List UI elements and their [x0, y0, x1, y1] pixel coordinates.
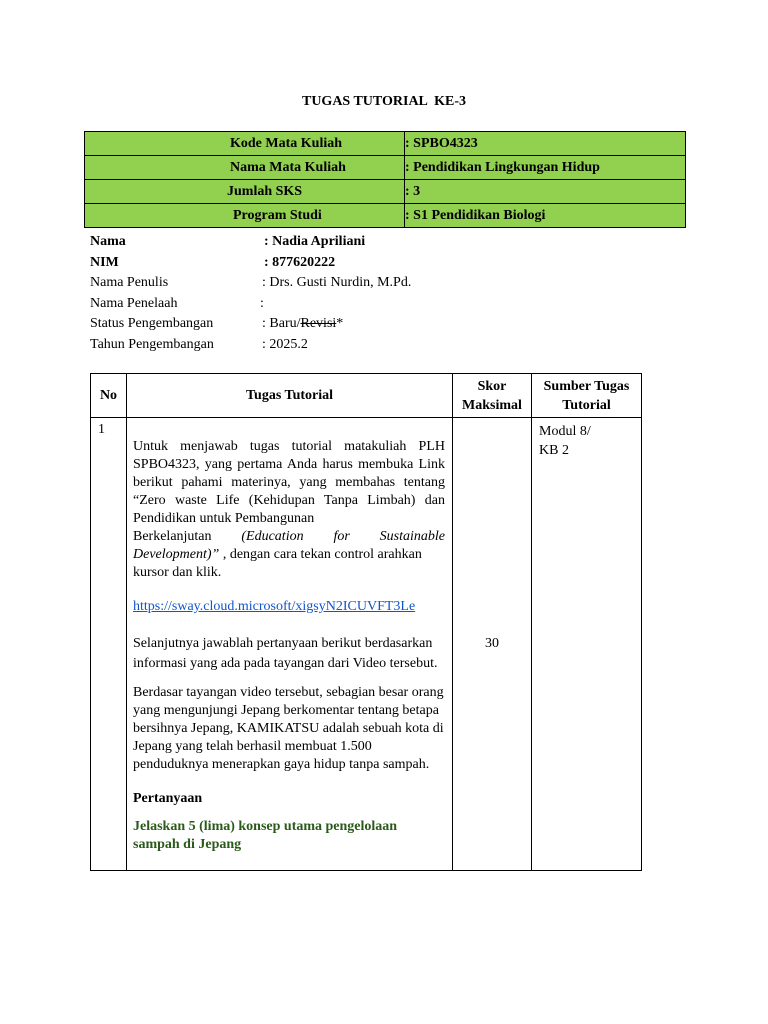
course-sks-value: : 3 — [405, 180, 686, 204]
task-context: Berdasar tayangan video tersebut, sebagian besar orang yang mengunjungi Jepang berkomentar tentang betapa bersihnya Jepang, KAMIKATSU adalah sebuah kota di Jepang yang telah berhasil membuat 1.500 penduduknya menerapkan gaya hidup tanpa sampah. — [133, 685, 444, 772]
task-intro-end — [133, 546, 445, 582]
table-row — [91, 418, 642, 871]
task-instruction: Selanjutnya jawablah pertanyaan berikut berdasarkan informasi yang ada pada tayangan dari Video tersebut. — [133, 636, 438, 671]
row-number: 1 — [91, 418, 127, 871]
penulis-value: : Drs. Gusti Nurdin, M.Pd. — [262, 275, 412, 290]
course-row-program — [85, 204, 686, 228]
header-no: No — [91, 374, 127, 418]
status-suffix: * — [336, 316, 344, 331]
course-row-code — [85, 132, 686, 156]
task-intro-line — [133, 528, 445, 546]
course-name-label: Nama Mata Kuliah — [85, 156, 405, 180]
status-value — [262, 314, 343, 335]
course-code-label: Kode Mata Kuliah — [85, 132, 405, 156]
penulis-label: Nama Penulis — [90, 275, 169, 290]
document-title: TUGAS TUTORIAL KE-3 — [301, 94, 467, 109]
status-prefix: : Baru/ — [262, 316, 301, 331]
course-row-sks — [85, 180, 686, 204]
course-name-value: : Pendidikan Lingkungan Hidup — [405, 156, 686, 180]
header-task: Tugas Tutorial — [127, 374, 453, 418]
nama-value: : Nadia Apriliani — [264, 234, 366, 249]
tahun-value: : 2025.2 — [262, 336, 308, 352]
header-score: Skor Maksimal — [453, 374, 532, 418]
task-intro-rest: , dengan cara tekan control arahkan kursor dan klik. — [133, 547, 422, 580]
task-intro-word: Berkelanjutan — [133, 529, 212, 544]
task-intro: Untuk menjawab tugas tutorial matakuliah PLH SPBO4323, yang pertama Anda harus membuka Link berikut pahami materinya, yang membahas tentang “Zero waste Life (Kehidupan Tanpa Limbah) dan Pendidikan untuk Pembangunan — [133, 439, 445, 526]
course-info-table — [84, 131, 686, 228]
course-program-label: Program Studi — [85, 204, 405, 228]
score-cell: 30 — [453, 418, 532, 871]
header-source: Sumber Tugas Tutorial — [532, 374, 642, 418]
tutorial-header-row — [91, 374, 642, 418]
task-intro-italic-4: Development)” — [133, 547, 220, 562]
nim-value: : 877620222 — [264, 254, 336, 270]
penelaah-value: : — [260, 295, 264, 311]
task-intro-italic-1: (Education — [241, 529, 304, 544]
nim-label: NIM — [90, 254, 119, 270]
sway-link[interactable]: https://sway.cloud.microsoft/xigsyN2ICUVFT3Le — [133, 599, 416, 614]
task-intro-italic-3: Sustainable — [379, 529, 445, 544]
tahun-label: Tahun Pengembangan — [90, 336, 214, 352]
tutorial-table — [90, 373, 642, 871]
course-program-value: : S1 Pendidikan Biologi — [405, 204, 686, 228]
question-text: Jelaskan 5 (lima) konsep utama pengelolaan sampah di Jepang — [133, 819, 398, 852]
source-cell: Modul 8/ KB 2 — [532, 418, 642, 871]
status-struck: Revisi — [300, 316, 337, 331]
penelaah-label: Nama Penelaah — [90, 295, 178, 311]
course-code-value: : SPBO4323 — [405, 132, 686, 156]
task-intro-italic-2: for — [333, 529, 350, 544]
course-row-name — [85, 156, 686, 180]
question-heading: Pertanyaan — [133, 791, 203, 806]
nama-label: Nama — [90, 234, 126, 249]
task-cell — [127, 418, 453, 871]
status-label: Status Pengembangan — [90, 316, 214, 331]
course-sks-label: Jumlah SKS — [85, 180, 405, 204]
